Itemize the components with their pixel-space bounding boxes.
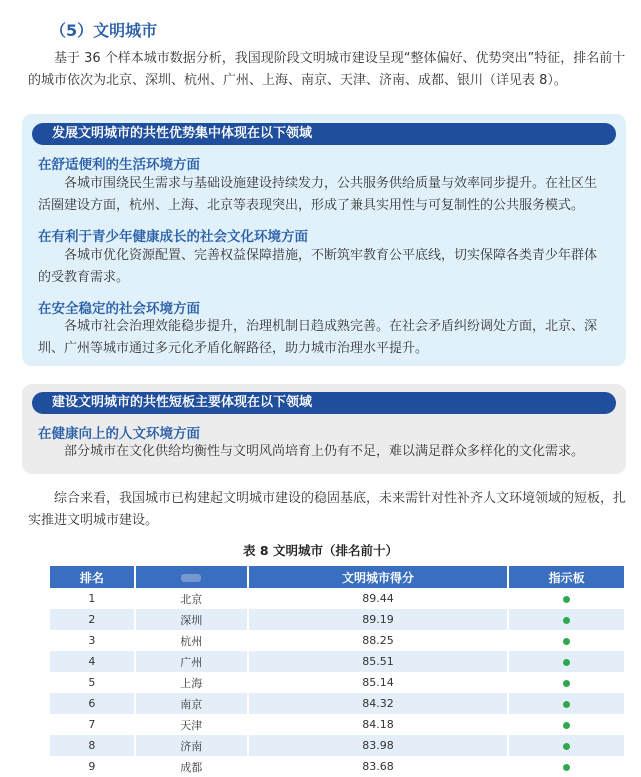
table-row [50, 651, 625, 672]
ranking-table [50, 566, 626, 777]
green-dot-icon [563, 617, 570, 624]
table-row [50, 672, 625, 693]
green-dot-icon [563, 596, 570, 603]
weakness-subtitle-1: 在健康向上的人文环境方面 [38, 426, 200, 442]
header-score: 文明城市得分 [248, 566, 509, 588]
green-dot-icon [563, 701, 570, 708]
city-cell: 北京 [135, 588, 248, 609]
city-cell: 成都 [135, 756, 248, 777]
table-row [50, 756, 625, 777]
indicator-cell [508, 651, 625, 672]
strength-text-2: 各城市优化资源配置、完善权益保障措施，不断筑牢教育公平底线，切实保障各类青少年群体的受教育需求。 [38, 248, 598, 285]
indicator-cell [508, 735, 625, 756]
green-dot-icon [563, 680, 570, 687]
rank-cell: 1 [50, 588, 135, 609]
table-row [50, 735, 625, 756]
score-cell: 84.32 [248, 693, 509, 714]
rank-cell: 3 [50, 630, 135, 651]
strength-subtitle-2: 在有利于青少年健康成长的社会文化环境方面 [38, 229, 308, 245]
table-row [50, 609, 625, 630]
indicator-cell [508, 609, 625, 630]
strengths-title: 发展文明城市的共性优势集中体现在以下领域 [32, 123, 616, 145]
score-cell: 89.19 [248, 609, 509, 630]
score-cell: 83.98 [248, 735, 509, 756]
section-heading: （5）文明城市 [50, 21, 158, 40]
city-cell: 广州 [135, 651, 248, 672]
green-dot-icon [563, 638, 570, 645]
indicator-cell [508, 756, 625, 777]
rank-cell: 6 [50, 693, 135, 714]
table-row [50, 693, 625, 714]
header-indicator: 指示板 [508, 566, 625, 588]
intro-paragraph: 基于 36 个样本城市数据分析，我国现阶段文明城市建设呈现“整体偏好、优势突出”特征，排名前十的城市依次为北京、深圳、杭州、广州、上海、南京、天津、济南、成都、银川（详见表 8）。 [28, 51, 626, 88]
score-cell: 85.51 [248, 651, 509, 672]
rank-cell: 8 [50, 735, 135, 756]
strength-subtitle-3: 在安全稳定的社会环境方面 [38, 301, 200, 317]
green-dot-icon [563, 743, 570, 750]
green-dot-icon [563, 764, 570, 771]
conclusion-paragraph: 综合来看，我国城市已构建起文明城市建设的稳固基底，未来需针对性补齐人文环境领域的短板，扎实推进文明城市建设。 [28, 491, 627, 528]
indicator-cell [508, 693, 625, 714]
score-cell: 83.68 [248, 756, 509, 777]
weaknesses-title: 建设文明城市的共性短板主要体现在以下领域 [32, 392, 616, 414]
score-cell: 89.44 [248, 588, 509, 609]
indicator-cell [508, 672, 625, 693]
header-rank: 排名 [50, 566, 135, 588]
rank-cell: 4 [50, 651, 135, 672]
strength-text-3: 各城市社会治理效能稳步提升，治理机制日趋成熟完善。在社会矛盾纠纷调处方面，北京、深圳、广州等城市通过多元化矛盾化解路径，助力城市治理水平提升。 [38, 319, 598, 356]
city-cell: 济南 [135, 735, 248, 756]
score-cell: 85.14 [248, 672, 509, 693]
indicator-cell [508, 588, 625, 609]
strength-subtitle-1: 在舒适便利的生活环境方面 [38, 157, 200, 173]
rank-cell: 5 [50, 672, 135, 693]
indicator-cell [508, 714, 625, 735]
table-row [50, 630, 625, 651]
indicator-cell [508, 630, 625, 651]
rank-cell: 7 [50, 714, 135, 735]
green-dot-icon [563, 722, 570, 729]
blurred-header-label [181, 574, 201, 582]
city-cell: 南京 [135, 693, 248, 714]
table-header-row [50, 566, 625, 588]
table-row [50, 588, 625, 609]
rank-cell: 9 [50, 756, 135, 777]
green-dot-icon [563, 659, 570, 666]
table-caption: 表 8 文明城市（排名前十） [243, 543, 398, 558]
city-cell: 上海 [135, 672, 248, 693]
header-city [135, 566, 248, 588]
table-row [50, 714, 625, 735]
score-cell: 84.18 [248, 714, 509, 735]
rank-cell: 2 [50, 609, 135, 630]
city-cell: 天津 [135, 714, 248, 735]
city-cell: 深圳 [135, 609, 248, 630]
strength-text-1: 各城市围绕民生需求与基础设施建设持续发力，公共服务供给质量与效率同步提升。在社区生活圈建设方面，杭州、上海、北京等表现突出，形成了兼具实用性与可复制性的公共服务模式。 [38, 176, 598, 213]
table-body [50, 588, 625, 777]
weakness-text-1: 部分城市在文化供给均衡性与文明风尚培育上仍有不足，难以满足群众多样化的文化需求。 [64, 444, 585, 459]
score-cell: 88.25 [248, 630, 509, 651]
city-cell: 杭州 [135, 630, 248, 651]
